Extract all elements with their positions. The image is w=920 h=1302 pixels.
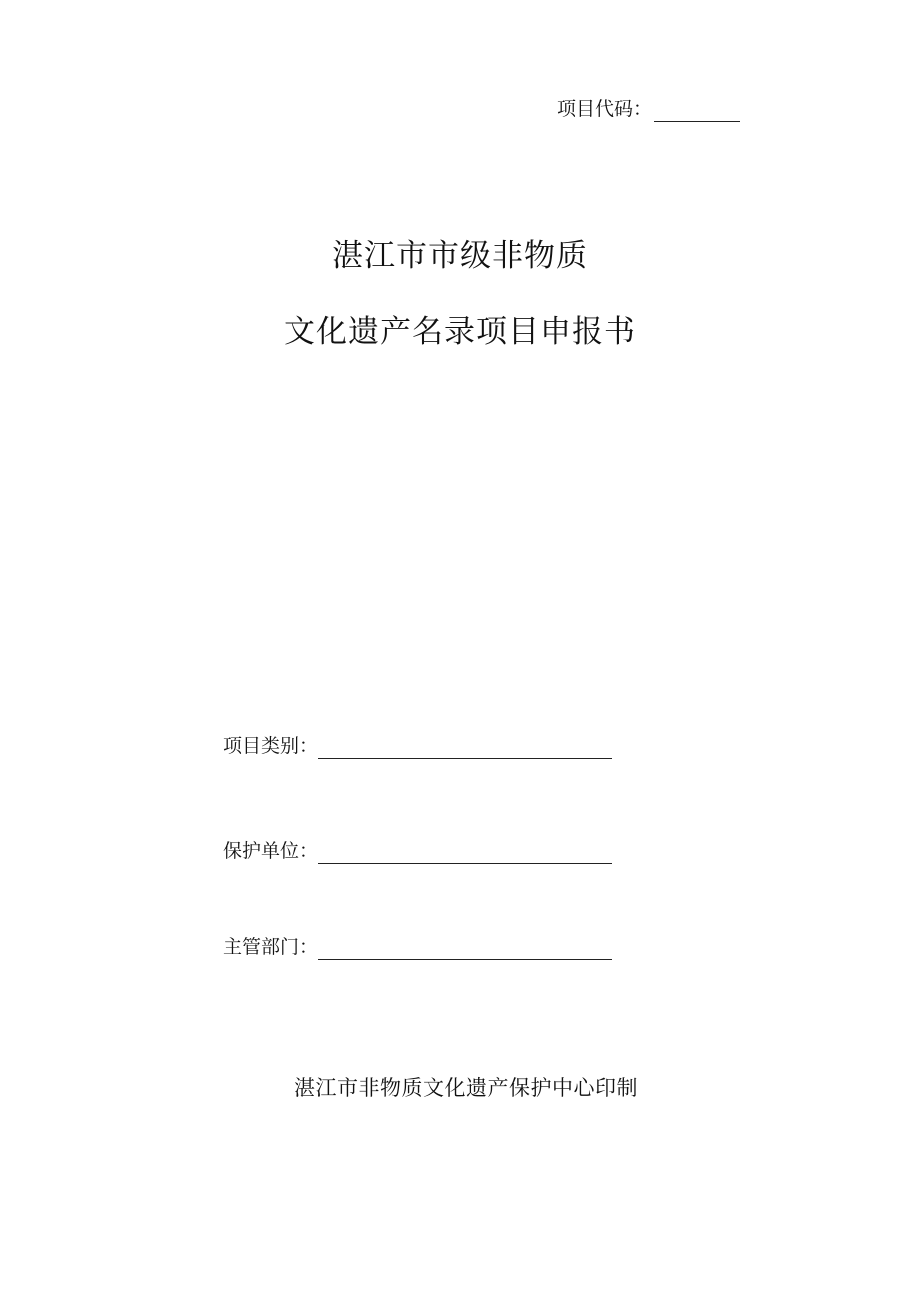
project-category-label: 项目类别： [223, 735, 319, 757]
competent-department-blank[interactable] [318, 937, 612, 960]
document-title-line-1: 湛江市市级非物质 [332, 238, 588, 274]
project-code-label: 项目代码： [557, 98, 653, 120]
project-category-blank[interactable] [318, 736, 612, 759]
protection-unit-blank[interactable] [318, 841, 612, 864]
document-title-line-2: 文化遗产名录项目申报书 [284, 314, 636, 350]
project-category-field [223, 733, 612, 759]
competent-department-field [223, 934, 612, 960]
protection-unit-label: 保护单位： [223, 840, 319, 862]
competent-department-label: 主管部门： [223, 936, 319, 958]
issuer-footer: 湛江市非物质文化遗产保护中心印制 [294, 1076, 638, 1100]
protection-unit-field [223, 838, 612, 864]
project-code-row [557, 96, 740, 122]
project-code-blank[interactable] [654, 99, 740, 122]
